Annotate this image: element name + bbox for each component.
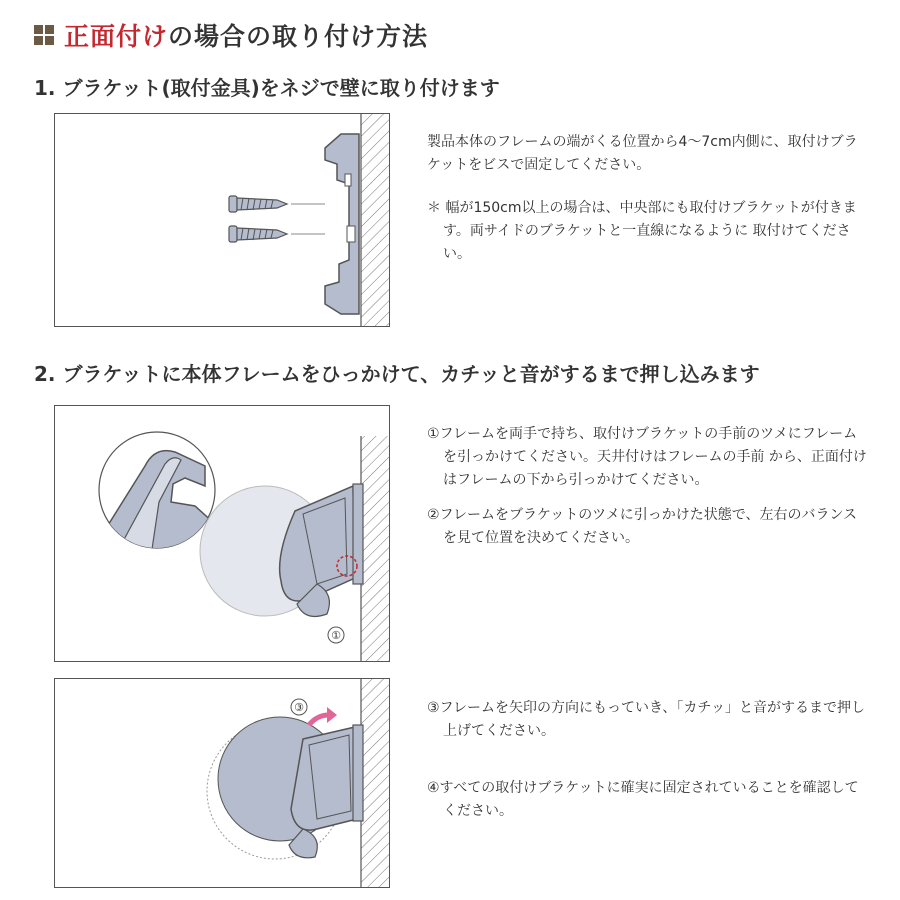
hook-frame-figure [54, 405, 390, 662]
arrow-icon [309, 715, 329, 725]
step2-item3: ③フレームを矢印の方向にもっていき、「カチッ」と音がするまで押し上げてください。 [427, 700, 866, 739]
step2-heading: 2. ブラケットに本体フレームをひっかけて、カチッと音がするまで押し込みます [34, 362, 760, 386]
title-suffix: の場合の取り付け方法 [168, 22, 429, 51]
page-title [34, 18, 428, 52]
title-highlight: 正面付け [64, 22, 169, 51]
step1-heading: 1. ブラケット(取付金具)をネジで壁に取り付けます [34, 76, 500, 100]
zoom-detail [95, 432, 215, 556]
screw-icon [229, 196, 325, 212]
square-grid-icon [34, 25, 54, 45]
roll-illustration [200, 484, 363, 616]
roll-illustration [207, 717, 363, 859]
wall [361, 114, 389, 326]
step2-item4: ④すべての取付けブラケットに確実に固定されていることを確認してください。 [427, 780, 859, 819]
step1-note: ＊ 幅が150cm以上の場合は、中央部にも取付けブラケットが付きます。両サイドのブラケットと一直線になるように 取付けてください。 [427, 200, 857, 262]
step1-text: 製品本体のフレームの端がくる位置から4〜7cm内側に、取付けブラケットをビスで固定してください。 [427, 134, 858, 173]
bracket-illustration [325, 134, 359, 314]
step2-item1: ①フレームを両手で持ち、取付けブラケットの手前のツメにフレームを引っかけてください。天井付けはフレームの手前 から、正面付けはフレームの下から引っかけてください。 [427, 426, 867, 488]
step2-item2: ②フレームをブラケットのツメに引っかけた状態で、左右のバランスを見て位置を決めてください。 [427, 507, 858, 546]
wall [361, 679, 389, 887]
screw-icon [229, 226, 325, 242]
push-up-figure [54, 678, 390, 888]
figure-step-label: ③ [294, 701, 304, 714]
wall [361, 436, 389, 661]
figure-step-label: ① [331, 629, 341, 642]
bracket-screw-figure [54, 113, 390, 327]
step2-description-a [427, 423, 867, 550]
step2-description-b [427, 697, 867, 823]
step1-description [427, 131, 867, 266]
